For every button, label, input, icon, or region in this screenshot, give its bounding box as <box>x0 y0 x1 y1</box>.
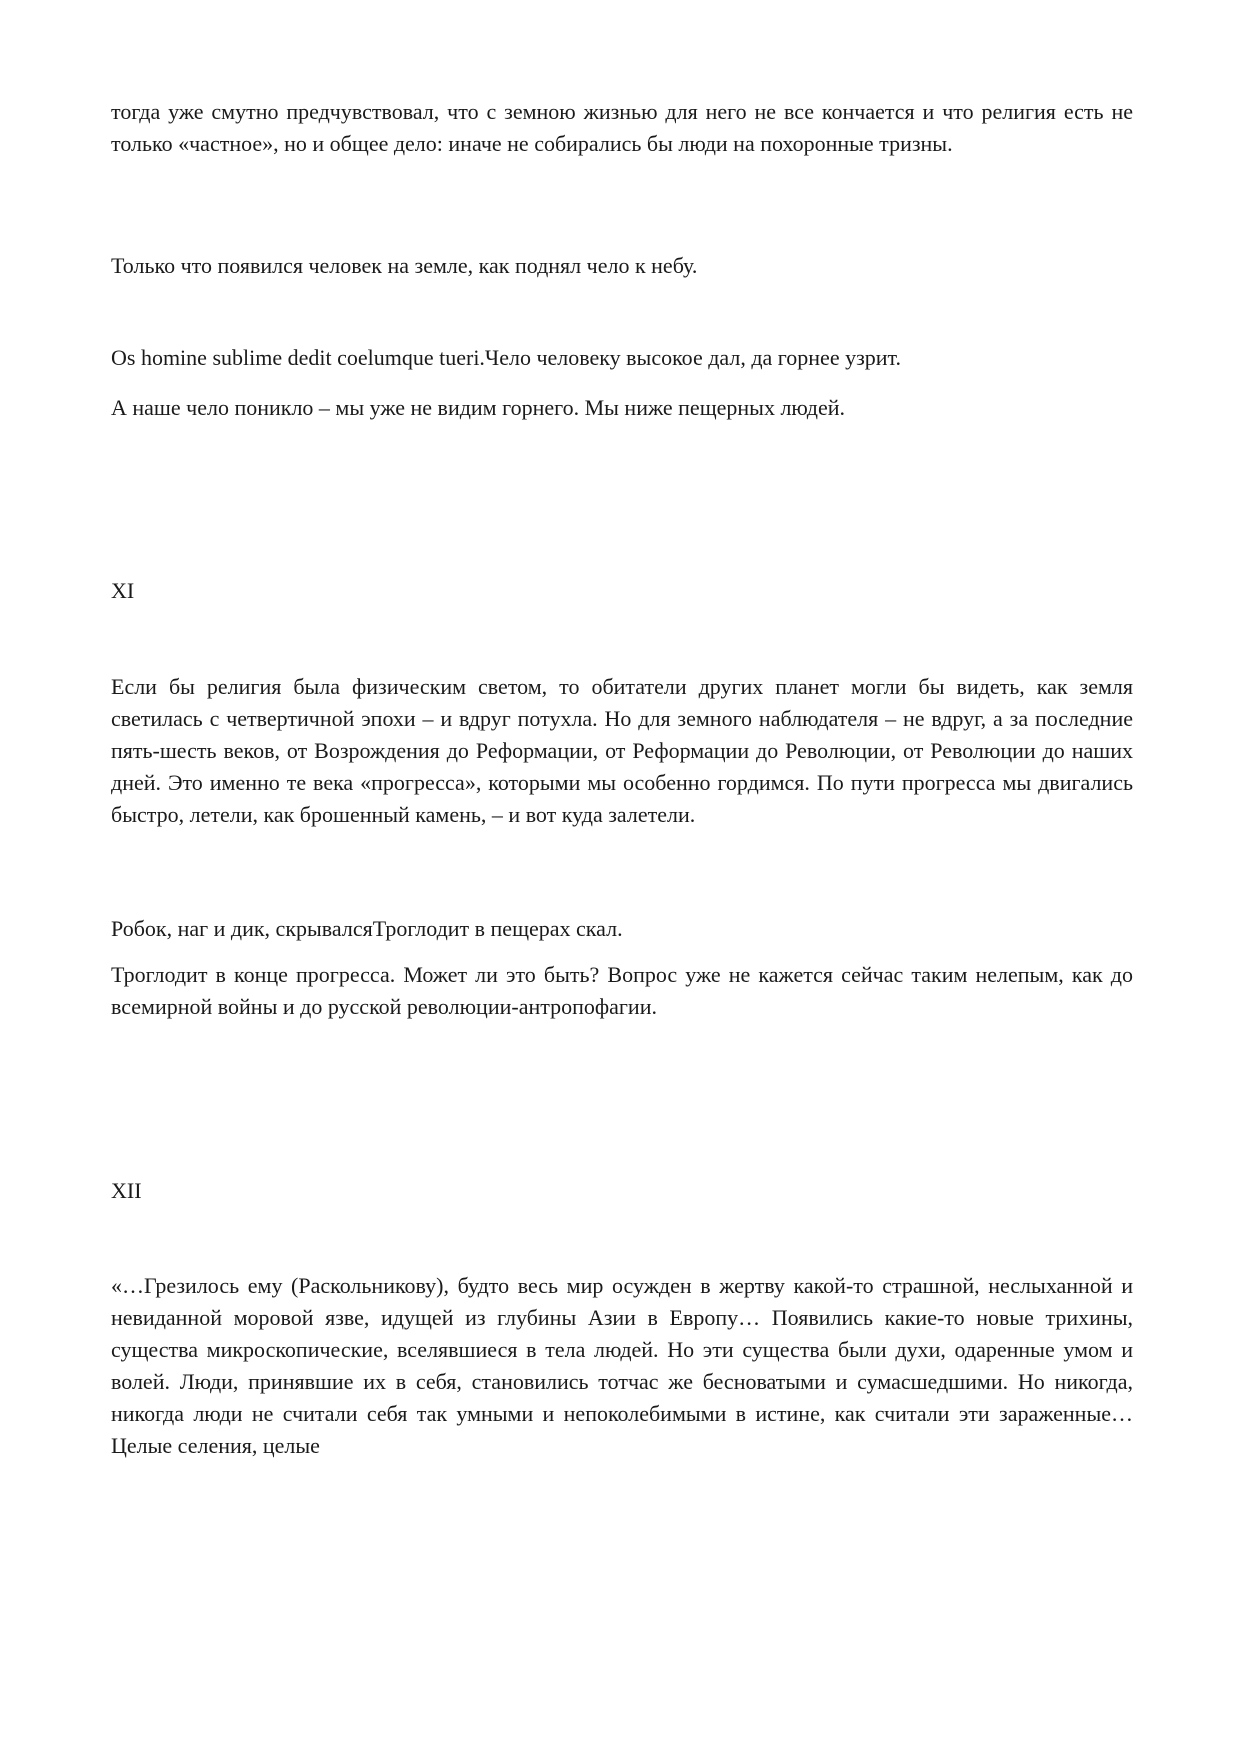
paragraph-brow-drooped: А наше чело поникло – мы уже не видим горнего. Мы ниже пещерных людей. <box>111 395 845 420</box>
section-heading-xii: XII <box>111 1178 142 1203</box>
paragraph-religion-common-cause: тогда уже смутно предчувствовал, что с земною жизнью для него не все кончается и что религия есть не только «частное», но и общее дело: иначе не собирались бы люди на похоронные тризны. <box>111 99 1133 156</box>
paragraph-man-raised-brow: Только что появился человек на земле, как поднял чело к небу. <box>111 253 698 278</box>
paragraph-troglodyte-progress: Троглодит в конце прогресса. Может ли это быть? Вопрос уже не кажется сейчас таким нелепым, как до всемирной войны и до русской революции-антропофагии. <box>111 962 1133 1019</box>
paragraph-raskolnikov-dream: «…Грезилось ему (Раскольникову), будто весь мир осужден в жертву какой-то страшной, неслыханной и невиданной моровой язве, идущей из глубины Азии в Европу… Появились какие-то новые трихины, существа микроскопические, вселявшиеся в тела людей. Но эти существа были духи, одаренные умом и волей. Люди, принявшие их в себя, становились тотчас же бесноватыми и сумасшедшими. Но никогда, никогда люди не считали себя так умными и непоколебимыми в истине, как считали эти зараженные… Целые селения, целые <box>111 1273 1133 1458</box>
paragraph-troglodyte-verse: Робок, наг и дик, скрывалсяТроглодит в пещерах скал. <box>111 916 623 941</box>
paragraph-latin-quote: Os homine sublime dedit coelumque tueri.Чело человеку высокое дал, да горнее узрит. <box>111 345 902 370</box>
section-heading-xi: XI <box>111 578 135 603</box>
paragraph-religion-physical-light: Если бы религия была физическим светом, то обитатели других планет могли бы видеть, как земля светилась с четвертичной эпохи – и вдруг потухла. Но для земного наблюдателя – не вдруг, а за последние пять-шесть веков, от Возрождения до Реформации, от Реформации до Революции, от Революции до наших дней. Это именно те века «прогресса», которыми мы особенно гордимся. По пути прогресса мы двигались быстро, летели, как брошенный камень, – и вот куда залетели. <box>111 674 1133 827</box>
